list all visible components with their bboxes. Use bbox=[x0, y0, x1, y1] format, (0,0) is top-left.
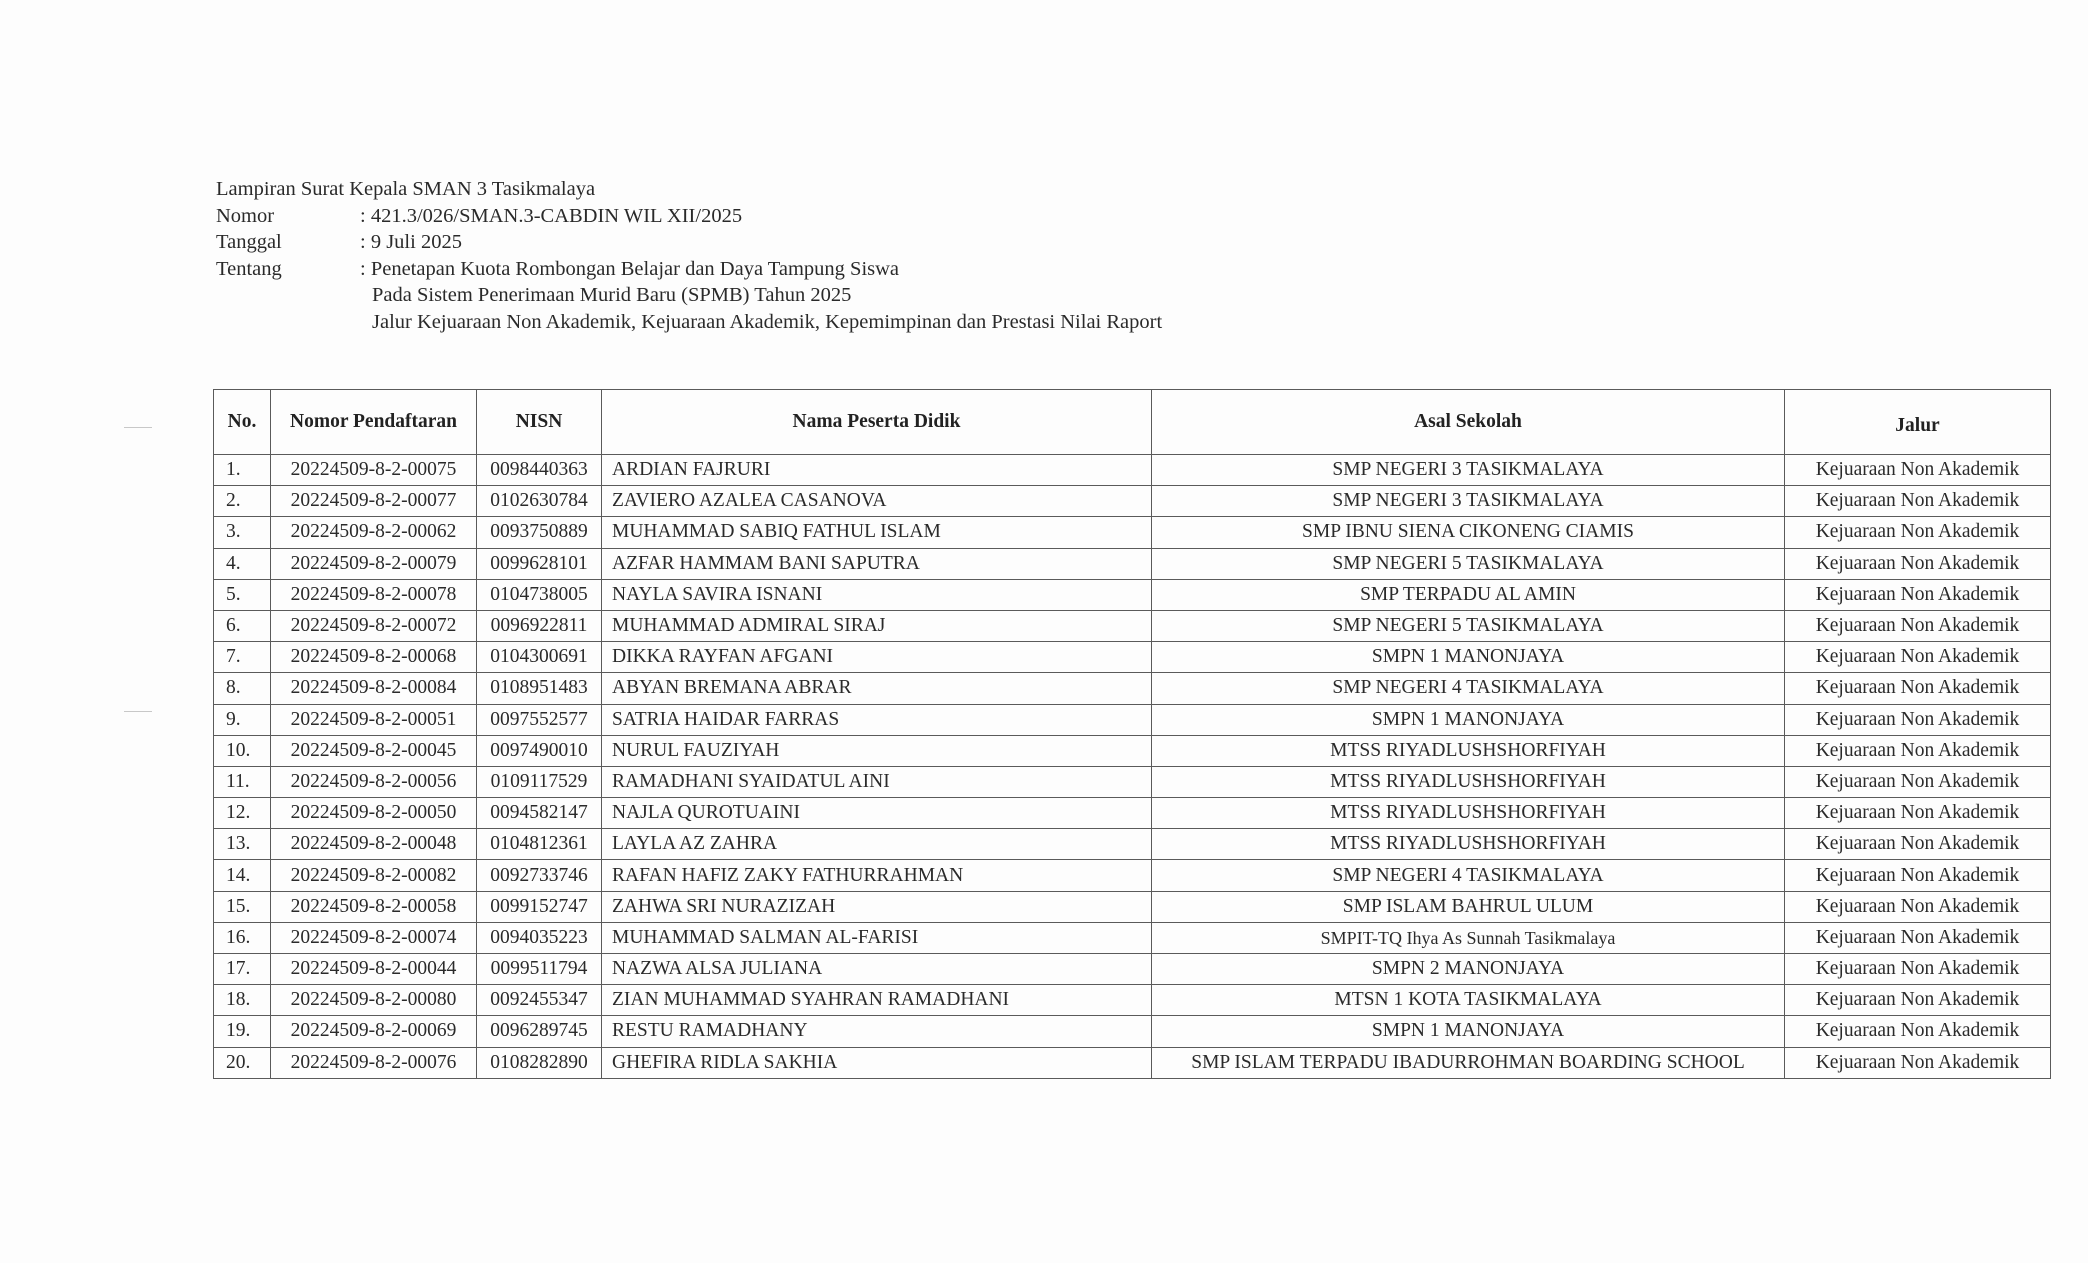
row-number: 14. bbox=[214, 860, 271, 891]
field-tanggal bbox=[216, 229, 1162, 256]
registration-number: 20224509-8-2-00078 bbox=[271, 579, 477, 610]
admission-path: Kejuaraan Non Akademik bbox=[1785, 735, 2051, 766]
margin-mark bbox=[124, 427, 152, 428]
registration-number: 20224509-8-2-00051 bbox=[271, 704, 477, 735]
row-number: 18. bbox=[214, 985, 271, 1016]
nisn-cell: 0108951483 bbox=[477, 673, 602, 704]
row-number: 12. bbox=[214, 798, 271, 829]
school-name: SMP IBNU SIENA CIKONENG CIAMIS bbox=[1152, 517, 1785, 548]
table-row bbox=[214, 891, 2051, 922]
column-header-jalur: Jalur bbox=[1785, 390, 2051, 455]
table-row bbox=[214, 673, 2051, 704]
school-name: MTSN 1 KOTA TASIKMALAYA bbox=[1152, 985, 1785, 1016]
school-name: SMPN 1 MANONJAYA bbox=[1152, 704, 1785, 735]
table-header-row bbox=[214, 390, 2051, 455]
student-name: RESTU RAMADHANY bbox=[602, 1016, 1152, 1047]
registration-number: 20224509-8-2-00050 bbox=[271, 798, 477, 829]
student-name: SATRIA HAIDAR FARRAS bbox=[602, 704, 1152, 735]
school-name: SMP NEGERI 5 TASIKMALAYA bbox=[1152, 548, 1785, 579]
school-name: SMPN 1 MANONJAYA bbox=[1152, 642, 1785, 673]
student-name: LAYLA AZ ZAHRA bbox=[602, 829, 1152, 860]
participants-table bbox=[213, 389, 2051, 1079]
school-name: SMP NEGERI 4 TASIKMALAYA bbox=[1152, 673, 1785, 704]
row-number: 13. bbox=[214, 829, 271, 860]
table-row bbox=[214, 860, 2051, 891]
nisn-cell: 0109117529 bbox=[477, 766, 602, 797]
registration-number: 20224509-8-2-00056 bbox=[271, 766, 477, 797]
school-name: SMP NEGERI 3 TASIKMALAYA bbox=[1152, 486, 1785, 517]
nisn-cell: 0102630784 bbox=[477, 486, 602, 517]
student-name: DIKKA RAYFAN AFGANI bbox=[602, 642, 1152, 673]
column-header-no: No. bbox=[214, 390, 271, 455]
table-row bbox=[214, 1016, 2051, 1047]
field-label: Tentang bbox=[216, 257, 282, 280]
table-row bbox=[214, 798, 2051, 829]
column-header-name: Nama Peserta Didik bbox=[602, 390, 1152, 455]
registration-number: 20224509-8-2-00044 bbox=[271, 954, 477, 985]
table-row bbox=[214, 642, 2051, 673]
school-name: SMP NEGERI 3 TASIKMALAYA bbox=[1152, 455, 1785, 486]
row-number: 15. bbox=[214, 891, 271, 922]
admission-path: Kejuaraan Non Akademik bbox=[1785, 860, 2051, 891]
student-name: GHEFIRA RIDLA SAKHIA bbox=[602, 1047, 1152, 1078]
admission-path: Kejuaraan Non Akademik bbox=[1785, 642, 2051, 673]
nisn-cell: 0098440363 bbox=[477, 455, 602, 486]
registration-number: 20224509-8-2-00077 bbox=[271, 486, 477, 517]
nisn-cell: 0097552577 bbox=[477, 704, 602, 735]
table-row bbox=[214, 610, 2051, 641]
nisn-cell: 0097490010 bbox=[477, 735, 602, 766]
column-header-nisn: NISN bbox=[477, 390, 602, 455]
table-row bbox=[214, 829, 2051, 860]
admission-path: Kejuaraan Non Akademik bbox=[1785, 1047, 2051, 1078]
admission-path: Kejuaraan Non Akademik bbox=[1785, 798, 2051, 829]
row-number: 19. bbox=[214, 1016, 271, 1047]
registration-number: 20224509-8-2-00074 bbox=[271, 922, 477, 953]
nisn-cell: 0104300691 bbox=[477, 642, 602, 673]
student-name: RAFAN HAFIZ ZAKY FATHURRAHMAN bbox=[602, 860, 1152, 891]
row-number: 11. bbox=[214, 766, 271, 797]
school-name: MTSS RIYADLUSHSHORFIYAH bbox=[1152, 798, 1785, 829]
admission-path: Kejuaraan Non Akademik bbox=[1785, 579, 2051, 610]
row-number: 1. bbox=[214, 455, 271, 486]
row-number: 7. bbox=[214, 642, 271, 673]
student-name: NURUL FAUZIYAH bbox=[602, 735, 1152, 766]
school-name: SMP TERPADU AL AMIN bbox=[1152, 579, 1785, 610]
table-row bbox=[214, 704, 2051, 735]
school-name: SMPIT-TQ Ihya As Sunnah Tasikmalaya bbox=[1152, 922, 1785, 953]
row-number: 9. bbox=[214, 704, 271, 735]
table-row bbox=[214, 766, 2051, 797]
admission-path: Kejuaraan Non Akademik bbox=[1785, 610, 2051, 641]
student-name: ZAHWA SRI NURAZIZAH bbox=[602, 891, 1152, 922]
student-name: MUHAMMAD SABIQ FATHUL ISLAM bbox=[602, 517, 1152, 548]
registration-number: 20224509-8-2-00080 bbox=[271, 985, 477, 1016]
registration-number: 20224509-8-2-00082 bbox=[271, 860, 477, 891]
nisn-cell: 0104812361 bbox=[477, 829, 602, 860]
school-name: SMP NEGERI 5 TASIKMALAYA bbox=[1152, 610, 1785, 641]
admission-path: Kejuaraan Non Akademik bbox=[1785, 891, 2051, 922]
margin-mark bbox=[124, 711, 152, 712]
nisn-cell: 0096289745 bbox=[477, 1016, 602, 1047]
registration-number: 20224509-8-2-00069 bbox=[271, 1016, 477, 1047]
nisn-cell: 0092733746 bbox=[477, 860, 602, 891]
admission-path: Kejuaraan Non Akademik bbox=[1785, 766, 2051, 797]
admission-path: Kejuaraan Non Akademik bbox=[1785, 704, 2051, 735]
table-row bbox=[214, 985, 2051, 1016]
table-row bbox=[214, 922, 2051, 953]
about-line-2: Pada Sistem Penerimaan Murid Baru (SPMB) Tahun 2025 bbox=[372, 284, 852, 307]
table-row bbox=[214, 548, 2051, 579]
student-name: NAZWA ALSA JULIANA bbox=[602, 954, 1152, 985]
admission-path: Kejuaraan Non Akademik bbox=[1785, 548, 2051, 579]
field-tentang bbox=[216, 256, 1162, 283]
row-number: 20. bbox=[214, 1047, 271, 1078]
column-header-registration: Nomor Pendaftaran bbox=[271, 390, 477, 455]
student-name: AZFAR HAMMAM BANI SAPUTRA bbox=[602, 548, 1152, 579]
row-number: 17. bbox=[214, 954, 271, 985]
nisn-cell: 0094582147 bbox=[477, 798, 602, 829]
table-row bbox=[214, 954, 2051, 985]
nisn-cell: 0104738005 bbox=[477, 579, 602, 610]
table-row bbox=[214, 735, 2051, 766]
student-name: NAJLA QUROTUAINI bbox=[602, 798, 1152, 829]
table-row bbox=[214, 455, 2051, 486]
field-nomor bbox=[216, 203, 1162, 230]
registration-number: 20224509-8-2-00072 bbox=[271, 610, 477, 641]
school-name: SMP ISLAM BAHRUL ULUM bbox=[1152, 891, 1785, 922]
nisn-cell: 0093750889 bbox=[477, 517, 602, 548]
row-number: 2. bbox=[214, 486, 271, 517]
row-number: 8. bbox=[214, 673, 271, 704]
row-number: 3. bbox=[214, 517, 271, 548]
admission-path: Kejuaraan Non Akademik bbox=[1785, 954, 2051, 985]
registration-number: 20224509-8-2-00045 bbox=[271, 735, 477, 766]
row-number: 6. bbox=[214, 610, 271, 641]
nisn-cell: 0099152747 bbox=[477, 891, 602, 922]
field-label: Tanggal bbox=[216, 231, 282, 254]
table-row bbox=[214, 579, 2051, 610]
student-name: MUHAMMAD ADMIRAL SIRAJ bbox=[602, 610, 1152, 641]
student-name: ZIAN MUHAMMAD SYAHRAN RAMADHANI bbox=[602, 985, 1152, 1016]
registration-number: 20224509-8-2-00079 bbox=[271, 548, 477, 579]
nisn-cell: 0099628101 bbox=[477, 548, 602, 579]
admission-path: Kejuaraan Non Akademik bbox=[1785, 985, 2051, 1016]
admission-path: Kejuaraan Non Akademik bbox=[1785, 922, 2051, 953]
registration-number: 20224509-8-2-00075 bbox=[271, 455, 477, 486]
nisn-cell: 0092455347 bbox=[477, 985, 602, 1016]
student-name: ABYAN BREMANA ABRAR bbox=[602, 673, 1152, 704]
registration-number: 20224509-8-2-00076 bbox=[271, 1047, 477, 1078]
school-name: MTSS RIYADLUSHSHORFIYAH bbox=[1152, 766, 1785, 797]
table-row bbox=[214, 1047, 2051, 1078]
registration-number: 20224509-8-2-00068 bbox=[271, 642, 477, 673]
admission-path: Kejuaraan Non Akademik bbox=[1785, 1016, 2051, 1047]
nisn-cell: 0108282890 bbox=[477, 1047, 602, 1078]
field-value: : Penetapan Kuota Rombongan Belajar dan Daya Tampung Siswa bbox=[360, 257, 900, 280]
admission-path: Kejuaraan Non Akademik bbox=[1785, 517, 2051, 548]
student-name: MUHAMMAD SALMAN AL-FARISI bbox=[602, 922, 1152, 953]
nisn-cell: 0094035223 bbox=[477, 922, 602, 953]
field-value: : 9 Juli 2025 bbox=[360, 231, 462, 254]
row-number: 16. bbox=[214, 922, 271, 953]
column-header-school: Asal Sekolah bbox=[1152, 390, 1785, 455]
row-number: 10. bbox=[214, 735, 271, 766]
registration-number: 20224509-8-2-00058 bbox=[271, 891, 477, 922]
school-name: MTSS RIYADLUSHSHORFIYAH bbox=[1152, 829, 1785, 860]
table-row bbox=[214, 517, 2051, 548]
admission-path: Kejuaraan Non Akademik bbox=[1785, 673, 2051, 704]
row-number: 4. bbox=[214, 548, 271, 579]
about-line-3: Jalur Kejuaraan Non Akademik, Kejuaraan Akademik, Kepemimpinan dan Prestasi Nilai Raport bbox=[372, 310, 1163, 333]
school-name: SMPN 1 MANONJAYA bbox=[1152, 1016, 1785, 1047]
school-name: SMP ISLAM TERPADU IBADURROHMAN BOARDING SCHOOL bbox=[1152, 1047, 1785, 1078]
nisn-cell: 0096922811 bbox=[477, 610, 602, 641]
row-number: 5. bbox=[214, 579, 271, 610]
student-name: NAYLA SAVIRA ISNANI bbox=[602, 579, 1152, 610]
document-title: Lampiran Surat Kepala SMAN 3 Tasikmalaya bbox=[216, 178, 596, 200]
table-row bbox=[214, 486, 2051, 517]
registration-number: 20224509-8-2-00062 bbox=[271, 517, 477, 548]
student-name: ZAVIERO AZALEA CASANOVA bbox=[602, 486, 1152, 517]
student-name: RAMADHANI SYAIDATUL AINI bbox=[602, 766, 1152, 797]
student-name: ARDIAN FAJRURI bbox=[602, 455, 1152, 486]
field-value: : 421.3/026/SMAN.3-CABDIN WIL XII/2025 bbox=[360, 204, 743, 227]
school-name: MTSS RIYADLUSHSHORFIYAH bbox=[1152, 735, 1785, 766]
document-header bbox=[216, 176, 1162, 336]
registration-number: 20224509-8-2-00084 bbox=[271, 673, 477, 704]
registration-number: 20224509-8-2-00048 bbox=[271, 829, 477, 860]
admission-path: Kejuaraan Non Akademik bbox=[1785, 829, 2051, 860]
school-name: SMP NEGERI 4 TASIKMALAYA bbox=[1152, 860, 1785, 891]
school-name: SMPN 2 MANONJAYA bbox=[1152, 954, 1785, 985]
field-label: Nomor bbox=[216, 204, 275, 227]
admission-path: Kejuaraan Non Akademik bbox=[1785, 486, 2051, 517]
nisn-cell: 0099511794 bbox=[477, 954, 602, 985]
admission-path: Kejuaraan Non Akademik bbox=[1785, 455, 2051, 486]
